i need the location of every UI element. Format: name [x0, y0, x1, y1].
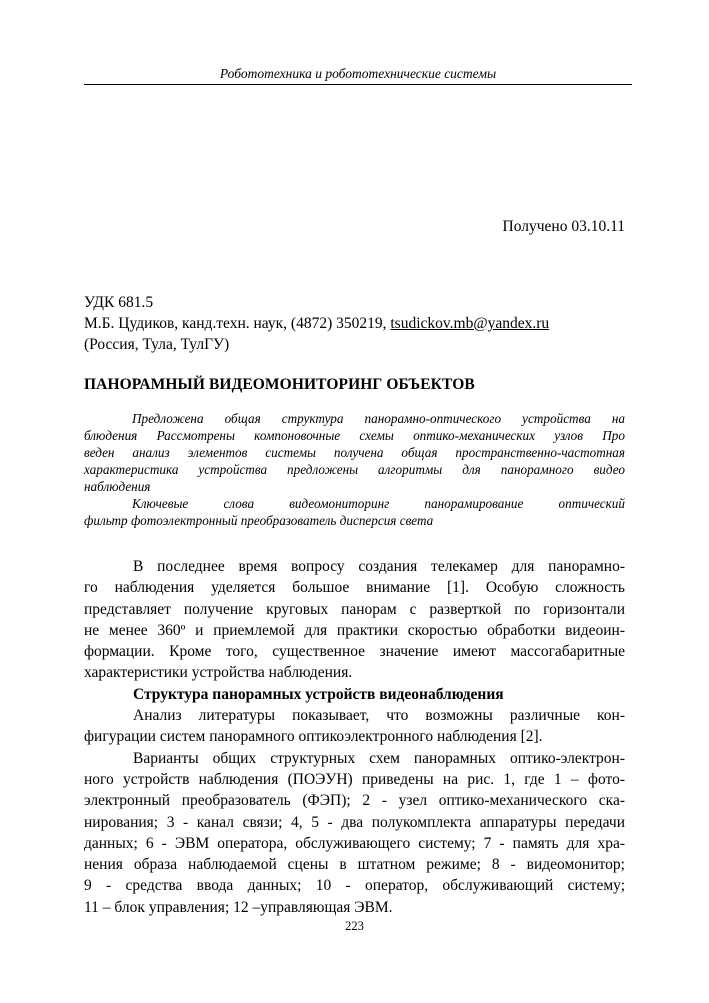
- abstract: [84, 410, 625, 529]
- abstract-line: блюдения Рассмотрены компоновочные схемы оптико-механических узлов Про: [84, 428, 625, 443]
- abstract-line: веден анализ элементов системы получена общая пространственно-частотная: [84, 445, 625, 460]
- paragraph-line: данных; 6 - ЭВМ оператора, обслуживающего систему; 7 - память для хра-: [84, 834, 625, 852]
- paragraph-line: Анализ литературы показывает, что возможны различные кон-: [133, 707, 625, 725]
- paragraph-line: го наблюдения уделяется большое внимание [1]. Особую сложность: [84, 579, 625, 597]
- paragraph-line: электронный преобразователь (ФЭП); 2 - узел оптико-механического ска-: [84, 792, 625, 810]
- author-line: [84, 313, 629, 334]
- abstract-line: характеристика устройства предложены алгоритмы для панорамного видео: [84, 462, 625, 477]
- author-name: М.Б. Цудиков, канд.техн. наук, (4872) 350219,: [84, 315, 391, 332]
- author-block: [84, 292, 629, 355]
- header-divider: [84, 84, 632, 85]
- author-affiliation: (Россия, Тула, ТулГУ): [84, 336, 230, 353]
- abstract-line: наблюдения: [84, 479, 151, 494]
- paragraph-line: 9 - средства ввода данных; 10 - оператор, обслуживающий систему;: [84, 877, 625, 895]
- paragraph-line: В последнее время вопросу создания телекамер для панорамно-: [133, 558, 625, 575]
- article-title: ПАНОРАМНЫЙ ВИДЕОМОНИТОРИНГ ОБЪЕКТОВ: [84, 376, 475, 393]
- paragraph-line: представляет получение круговых панорам с разверткой по горизонтали: [84, 600, 625, 618]
- page-number: 223: [345, 919, 364, 933]
- paragraph-line: фигурации систем панорамного оптикоэлектронного наблюдения [2].: [84, 728, 543, 746]
- paragraph-line: не менее 360º и приемлемой для практики скоростью обработки видеоин-: [84, 621, 625, 639]
- body-text: [84, 556, 625, 918]
- author-email-link[interactable]: tsudickov.mb@yandex.ru: [390, 315, 550, 332]
- paragraph-line: формации. Кроме того, существенное значение имеют массогабаритные: [84, 643, 625, 661]
- paragraph-line: нения образа наблюдаемой сцены в штатном режиме; 8 - видеомонитор;: [84, 856, 625, 874]
- keywords-line: фильтр фотоэлектронный преобразователь дисперсия света: [84, 513, 434, 528]
- paragraph-line: характеристики устройства наблюдения.: [84, 664, 353, 682]
- running-header: Робототехника и робототехнические системы: [219, 66, 497, 81]
- paragraph-line: нирования; 3 - канал связи; 4, 5 - два полукомплекта аппаратуры передачи: [84, 813, 625, 831]
- udk-code: УДК 681.5: [84, 294, 154, 311]
- received-date: Получено 03.10.11: [502, 218, 625, 235]
- keywords-line: Ключевые слова видеомониторинг панорамирование оптический: [132, 496, 625, 511]
- abstract-line: Предложена общая структура панорамно-оптического устройства на: [132, 411, 625, 426]
- paragraph-line: Варианты общих структурных схем панорамных оптико-электрон-: [133, 749, 625, 767]
- section-heading: Структура панорамных устройств видеонаблюдения: [133, 685, 504, 703]
- paragraph-line: 11 – блок управления; 12 –управляющая ЭВМ.: [84, 898, 393, 916]
- paragraph-line: ного устройств наблюдения (ПОЭУН) приведены на рис. 1, где 1 – фото-: [84, 770, 625, 788]
